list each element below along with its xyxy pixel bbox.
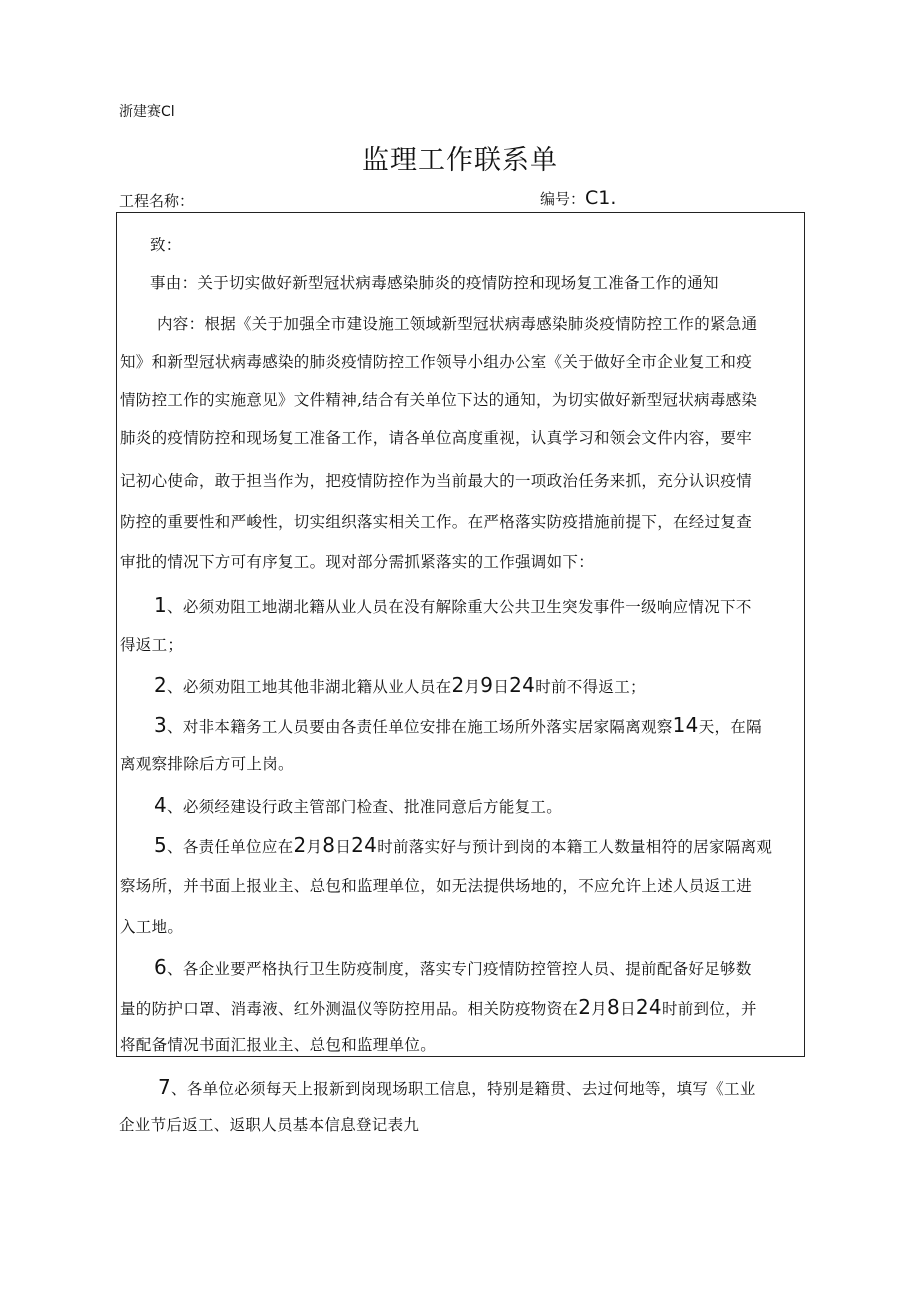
item-6-text: 日 bbox=[620, 1000, 636, 1018]
item-1-number: 1 bbox=[154, 593, 168, 617]
item-6-line-2 bbox=[120, 995, 757, 1019]
form-code: 浙建赛Cl bbox=[119, 104, 175, 120]
item-6-text: 量的防护口罩、消毒液、红外测温仪等防控用品。相关防疫物资在 bbox=[120, 1000, 579, 1018]
item-3-number: 3 bbox=[154, 713, 168, 737]
item-2-line bbox=[154, 673, 646, 697]
content-line: 知》和新型冠状病毒感染的肺炎疫情防控工作领导小组办公室《关于做好全市企业复工和疫 bbox=[120, 353, 753, 371]
item-5-line-2: 察场所，并书面上报业主、总包和监理单位，如无法提供场地的，不应允许上述人员返工进 bbox=[120, 877, 753, 895]
contact-form-box bbox=[116, 212, 805, 1057]
content-line: 审批的情况下方可有序复工。现对部分需抓紧落实的工作强调如下： bbox=[120, 553, 595, 571]
item-6-line-1 bbox=[154, 955, 752, 979]
item-5-line-1 bbox=[154, 833, 772, 857]
item-2-text: 日 bbox=[493, 678, 510, 696]
item-7-text: 、各单位必须每天上报新到岗现场职工信息，特别是籍贯、去过何地等，填写《工业 bbox=[171, 1080, 756, 1098]
item-2-text: 月 bbox=[464, 678, 481, 696]
item-5-number: 5 bbox=[154, 833, 168, 857]
item-6-line-3: 将配备情况书面汇报业主、总包和监理单位。 bbox=[120, 1036, 437, 1054]
item-5-text: 月 bbox=[306, 838, 323, 856]
content-line: 情防控工作的实施意见》文件精神,结合有关单位下达的通知，为切实做好新型冠状病毒感染 bbox=[120, 391, 758, 409]
number-label: 编号： bbox=[540, 190, 586, 208]
item-3-line-1 bbox=[154, 713, 762, 737]
number-value: C1. bbox=[585, 187, 617, 209]
item-3-text: 、对非本籍务工人员要由各责任单位安排在施工场所外落实居家隔离观察 bbox=[167, 718, 673, 736]
item-6-text: 时前到位，并 bbox=[661, 1000, 757, 1018]
item-6-hour: 24 bbox=[635, 995, 662, 1019]
item-3-days: 14 bbox=[672, 713, 699, 737]
content-line: 肺炎的疫情防控和现场复工准备工作，请各单位高度重视，认真学习和领会文件内容，要牢 bbox=[120, 429, 753, 447]
item-4-text: 、必须经建设行政主管部门检查、批准同意后方能复工。 bbox=[167, 798, 563, 816]
document-number bbox=[540, 187, 616, 209]
item-5-hour: 24 bbox=[351, 833, 378, 857]
item-4-line bbox=[154, 793, 562, 817]
content-line: 内容：根据《关于加强全市建设施工领域新型冠状病毒感染肺炎疫情防控工作的紧急通 bbox=[157, 315, 758, 333]
item-7-line-2: 企业节后返工、返职人员基本信息登记表九 bbox=[119, 1116, 420, 1134]
item-2-number: 2 bbox=[154, 673, 168, 697]
item-2-hour: 24 bbox=[509, 673, 536, 697]
item-7-line-1 bbox=[158, 1075, 756, 1099]
item-5-day: 8 bbox=[322, 833, 336, 857]
item-5-text: 日 bbox=[335, 838, 352, 856]
item-6-text: 月 bbox=[591, 1000, 608, 1018]
item-5-line-3: 入工地。 bbox=[120, 918, 184, 936]
item-7-number: 7 bbox=[158, 1075, 172, 1099]
item-1-text: 、必须劝阻工地湖北籍从业人员在没有解除重大公共卫生突发事件一级响应情况下不 bbox=[167, 598, 752, 616]
item-3-text: 天，在隔 bbox=[698, 718, 762, 736]
item-4-number: 4 bbox=[154, 793, 168, 817]
item-6-month: 2 bbox=[578, 995, 592, 1019]
to-line: 致： bbox=[150, 236, 182, 254]
item-2-text: 、必须劝阻工地其他非湖北籍从业人员在 bbox=[167, 678, 452, 696]
item-2-month: 2 bbox=[451, 673, 465, 697]
content-line: 防控的重要性和严峻性，切实组织落实相关工作。在严格落实防疫措施前提下，在经过复查 bbox=[120, 513, 753, 531]
item-2-day: 9 bbox=[480, 673, 494, 697]
project-name-label: 工程名称： bbox=[119, 192, 195, 210]
item-6-text: 、各企业要严格执行卫生防疫制度，落实专门疫情防控管控人员、提前配备好足够数 bbox=[167, 960, 752, 978]
item-6-day: 8 bbox=[607, 995, 621, 1019]
item-3-line-2: 离观察排除后方可上岗。 bbox=[120, 755, 294, 773]
item-1-line-1 bbox=[154, 593, 752, 617]
item-5-month: 2 bbox=[293, 833, 307, 857]
item-2-text: 时前不得返工； bbox=[535, 678, 646, 696]
page-title: 监理工作联系单 bbox=[362, 145, 558, 176]
item-1-line-2: 得返工； bbox=[120, 636, 184, 654]
item-5-text: 时前落实好与预计到岗的本籍工人数量相符的居家隔离观 bbox=[377, 838, 773, 856]
item-6-number: 6 bbox=[154, 955, 168, 979]
subject-line: 事由：关于切实做好新型冠状病毒感染肺炎的疫情防控和现场复工准备工作的通知 bbox=[150, 274, 719, 292]
content-line: 记初心使命，敢于担当作为，把疫情防控作为当前最大的一项政治任务来抓，充分认识疫情 bbox=[120, 472, 753, 490]
item-5-text: 、各责任单位应在 bbox=[167, 838, 294, 856]
